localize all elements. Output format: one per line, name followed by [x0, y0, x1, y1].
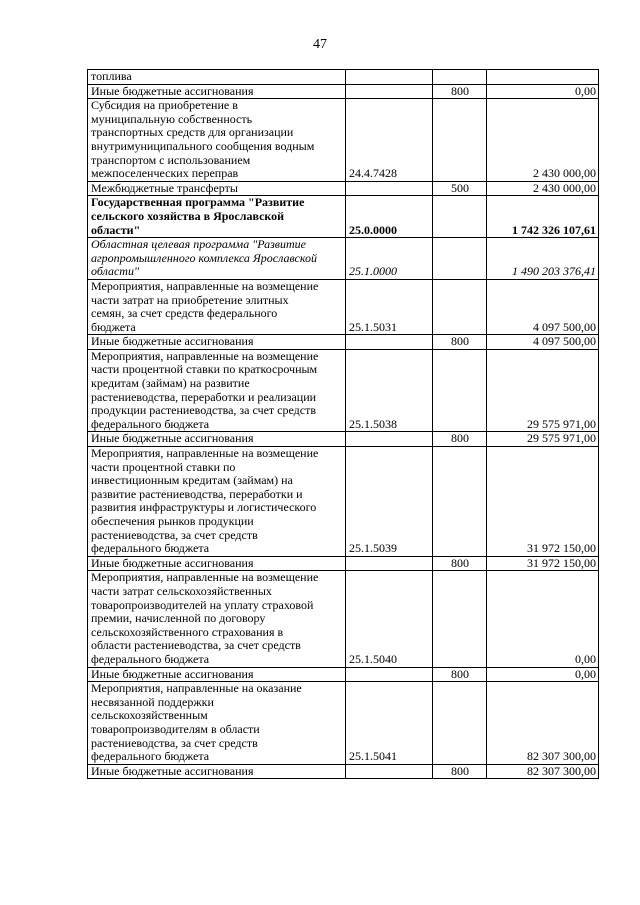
row-name: Мероприятия, направленные на возмещение части процентной ставки по краткосрочным кредитам (займам) на развитие растениеводства, переработки и реализации продукции растениеводства, за счет средств федерального бюджета	[88, 349, 346, 432]
row-amount: 82 307 300,00	[487, 682, 599, 765]
row-code: 25.1.5041	[346, 682, 433, 765]
table-row	[88, 571, 599, 667]
row-expense-type	[433, 238, 487, 280]
table-row	[88, 667, 599, 682]
row-code: 25.1.5031	[346, 279, 433, 334]
row-expense-type	[433, 349, 487, 432]
row-name: Мероприятия, направленные на оказание несвязанной поддержки сельскохозяйственным товаропроизводителям в области растениеводства, за счет средств федерального бюджета	[88, 682, 346, 765]
row-name: Субсидия на приобретение в муниципальную собственность транспортных средств для организации внутримуниципального сообщения водным транспортом с использованием межпоселенческих переправ	[88, 99, 346, 182]
row-name: Иные бюджетные ассигнования	[88, 764, 346, 779]
row-code	[346, 432, 433, 447]
row-code: 25.1.0000	[346, 238, 433, 280]
row-expense-type: 800	[433, 432, 487, 447]
row-code	[346, 84, 433, 99]
row-amount: 29 575 971,00	[487, 432, 599, 447]
row-amount: 2 430 000,00	[487, 99, 599, 182]
table-row	[88, 238, 599, 280]
table-row	[88, 99, 599, 182]
table-row	[88, 349, 599, 432]
row-expense-type	[433, 196, 487, 238]
row-name: Государственная программа "Развитие сельского хозяйства в Ярославской области"	[88, 196, 346, 238]
row-name: Иные бюджетные ассигнования	[88, 556, 346, 571]
row-amount: 4 097 500,00	[487, 279, 599, 334]
row-name: Иные бюджетные ассигнования	[88, 432, 346, 447]
table-row	[88, 84, 599, 99]
row-code	[346, 667, 433, 682]
table-row	[88, 764, 599, 779]
row-code	[346, 335, 433, 350]
table-row	[88, 682, 599, 765]
row-expense-type: 800	[433, 335, 487, 350]
row-amount: 0,00	[487, 667, 599, 682]
row-name: Иные бюджетные ассигнования	[88, 667, 346, 682]
row-amount: 29 575 971,00	[487, 349, 599, 432]
row-name: Межбюджетные трансферты	[88, 181, 346, 196]
row-expense-type: 800	[433, 84, 487, 99]
row-amount: 2 430 000,00	[487, 181, 599, 196]
row-expense-type	[433, 447, 487, 557]
row-code	[346, 764, 433, 779]
row-code	[346, 556, 433, 571]
row-expense-type	[433, 682, 487, 765]
row-amount: 31 972 150,00	[487, 556, 599, 571]
row-name: Иные бюджетные ассигнования	[88, 335, 346, 350]
row-name: Мероприятия, направленные на возмещение части затрат на приобретение элитных семян, за счет средств федерального бюджета	[88, 279, 346, 334]
row-code: 24.4.7428	[346, 99, 433, 182]
row-amount: 0,00	[487, 84, 599, 99]
table-row	[88, 335, 599, 350]
row-name: Мероприятия, направленные на возмещение части процентной ставки по инвестиционным кредитам (займам) на развитие растениеводства, переработки и развития инфраструктуры и логистического обеспечения рынков продукции растениеводства, за счет средств федерального бюджета	[88, 447, 346, 557]
row-code: 25.1.5040	[346, 571, 433, 667]
row-expense-type	[433, 70, 487, 85]
row-amount: 0,00	[487, 571, 599, 667]
row-code: 25.0.0000	[346, 196, 433, 238]
table-row	[88, 181, 599, 196]
row-expense-type	[433, 279, 487, 334]
budget-table-body	[88, 70, 599, 779]
row-name: Иные бюджетные ассигнования	[88, 84, 346, 99]
row-expense-type	[433, 571, 487, 667]
row-expense-type: 500	[433, 181, 487, 196]
row-amount	[487, 70, 599, 85]
budget-table	[87, 69, 599, 779]
row-expense-type: 800	[433, 764, 487, 779]
row-expense-type	[433, 99, 487, 182]
row-name: топлива	[88, 70, 346, 85]
row-amount: 1 742 326 107,61	[487, 196, 599, 238]
table-row	[88, 70, 599, 85]
table-row	[88, 279, 599, 334]
row-amount: 31 972 150,00	[487, 447, 599, 557]
row-expense-type: 800	[433, 556, 487, 571]
row-name: Областная целевая программа "Развитие агропромышленного комплекса Ярославской области"	[88, 238, 346, 280]
table-row	[88, 447, 599, 557]
table-row	[88, 196, 599, 238]
row-amount: 4 097 500,00	[487, 335, 599, 350]
table-row	[88, 556, 599, 571]
row-code	[346, 70, 433, 85]
row-code	[346, 181, 433, 196]
row-code: 25.1.5039	[346, 447, 433, 557]
row-name: Мероприятия, направленные на возмещение части затрат сельскохозяйственных товаропроизводителей на уплату страховой премии, начисленной по договору сельскохозяйственного страхования в области растениеводства, за счет средств федерального бюджета	[88, 571, 346, 667]
table-row	[88, 432, 599, 447]
row-amount: 1 490 203 376,41	[487, 238, 599, 280]
page-number: 47	[313, 37, 327, 52]
row-amount: 82 307 300,00	[487, 764, 599, 779]
row-expense-type: 800	[433, 667, 487, 682]
row-code: 25.1.5038	[346, 349, 433, 432]
